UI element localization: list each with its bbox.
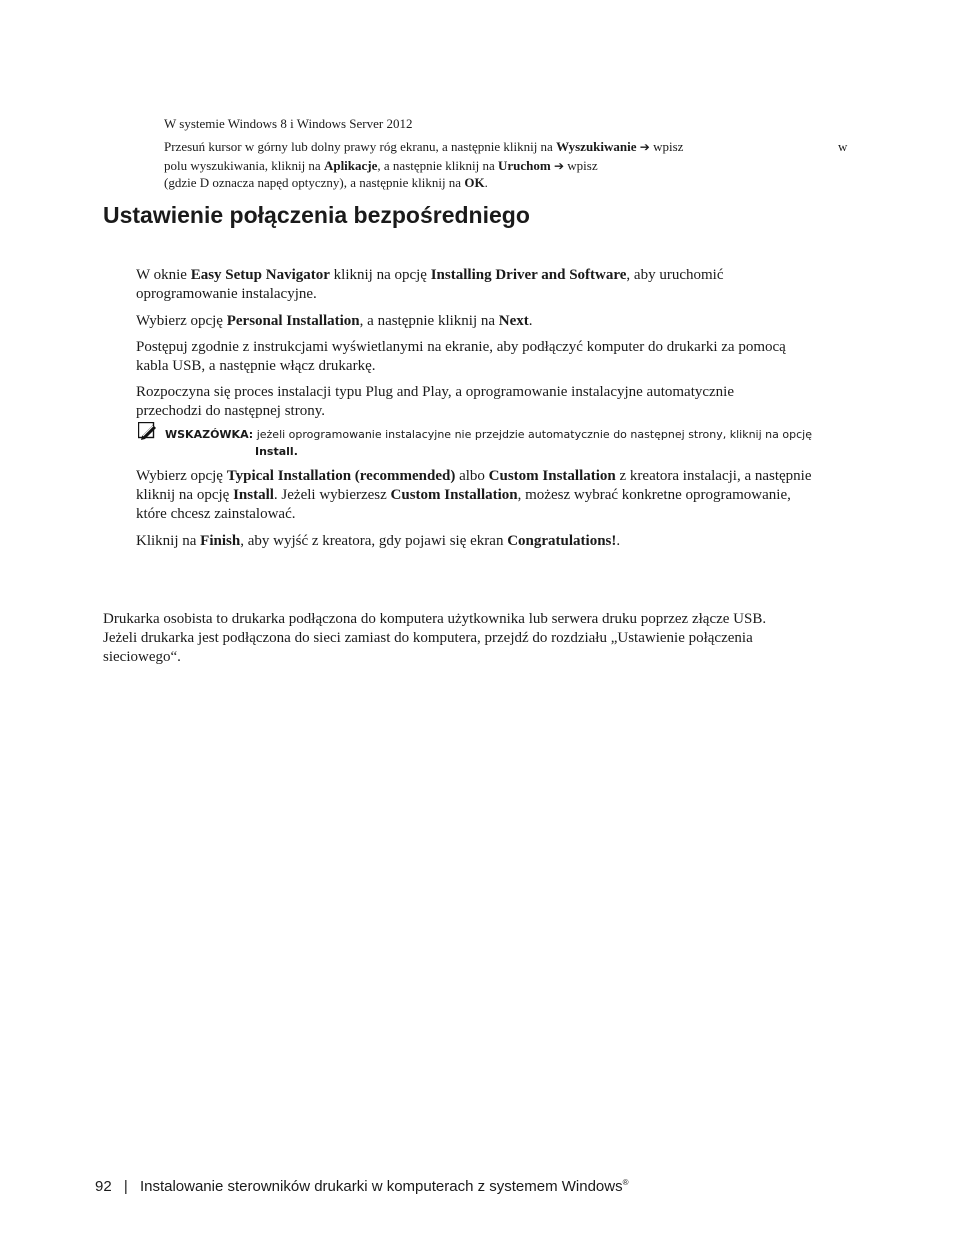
step-4-line1: Rozpoczyna się proces instalacji typu Plug and Play, a oprogramowanie instalacyjne automatycznie: [136, 384, 735, 400]
text: .: [484, 175, 488, 190]
w-letter: w: [838, 139, 848, 154]
text: albo: [455, 468, 489, 484]
bold-text: Congratulations!: [507, 533, 617, 549]
arrow-right-icon: ➔: [553, 159, 565, 173]
text: , a następnie kliknij na: [359, 313, 499, 329]
text: , możesz wybrać konkretne oprogramowanie,: [517, 487, 791, 503]
paragraph-line3: sieciowego“.: [103, 649, 181, 665]
text: (gdzie D oznacza napęd optyczny), a następnie kliknij na: [164, 175, 465, 190]
paragraph-line2: Jeżeli drukarka jest podłączona do sieci zamiast do komputera, przejdź do rozdziału „Ustawienie połączenia: [103, 630, 753, 646]
text: Kliknij na: [136, 533, 201, 549]
note-text: [165, 427, 865, 443]
bold-text: Typical Installation (recommended): [226, 468, 456, 484]
note-install: [255, 444, 298, 460]
step-2: [136, 312, 533, 331]
windows8-instruction-line2: [164, 157, 598, 175]
footer-separator: |: [123, 1178, 128, 1195]
page-footer: [95, 1178, 629, 1195]
text: Wybierz opcję: [136, 313, 227, 329]
note-pencil-icon: [138, 422, 158, 440]
text: kliknij na opcję: [329, 267, 431, 283]
step-5-line3: które chcesz zainstalować.: [136, 506, 296, 522]
text: . Jeżeli wybierzesz: [273, 487, 391, 503]
note-label: WSKAZÓWKA:: [165, 428, 254, 441]
step-1: [136, 266, 866, 304]
bold-text: Personal Installation: [226, 313, 360, 329]
text: wpisz: [567, 158, 598, 173]
windows8-instruction-line3: [164, 174, 488, 192]
bold-text: Next: [498, 313, 529, 329]
bold-text: Install.: [255, 445, 298, 458]
bold-text: Custom Installation: [390, 487, 518, 503]
windows8-instruction-line1: [164, 138, 864, 156]
bold-aplikacje: Aplikacje: [323, 158, 378, 173]
text: .: [528, 313, 533, 329]
bold-ok: OK: [464, 175, 485, 190]
intro-paragraph: [103, 610, 863, 667]
text: Wybierz opcję: [136, 468, 227, 484]
text: z kreatora instalacji, a następnie: [615, 468, 812, 484]
bold-text: Custom Installation: [488, 468, 616, 484]
text: , a następnie kliknij na: [377, 158, 498, 173]
bold-text: Installing Driver and Software: [430, 267, 627, 283]
text: polu wyszukiwania, kliknij na: [164, 158, 324, 173]
text: , aby wyjść z kreatora, gdy pojawi się ekran: [240, 533, 508, 549]
step-5: [136, 467, 871, 524]
step-1-line2: oprogramowanie instalacyjne.: [136, 286, 317, 302]
step-5-line1: [136, 467, 871, 486]
step-3: [136, 338, 866, 376]
step-3-line2: kabla USB, a następnie włącz drukarkę.: [136, 358, 376, 374]
step-1-line1: [136, 266, 866, 285]
arrow-right-icon: ➔: [639, 140, 650, 154]
text: jeżeli oprogramowanie instalacyjne nie przejdzie automatycznie do następnej strony, kliknij na opcję: [253, 428, 812, 441]
bold-wyszukiwanie: Wyszukiwanie: [556, 139, 637, 154]
step-3-line1: Postępuj zgodnie z instrukcjami wyświetlanymi na ekranie, aby podłączyć komputer do drukarki za pomocą: [136, 339, 786, 355]
footer-title: Instalowanie sterowników drukarki w komputerach z systemem Windows: [139, 1178, 623, 1195]
text: , aby uruchomić: [626, 267, 724, 283]
step-5-line2: [136, 486, 871, 505]
text: wpisz: [653, 139, 684, 154]
bold-text: Install: [233, 487, 274, 503]
text: Przesuń kursor w górny lub dolny prawy róg ekranu, a następnie kliknij na: [164, 139, 557, 154]
text: kliknij na opcję: [136, 487, 234, 503]
text: W oknie: [136, 267, 191, 283]
step-6: [136, 532, 620, 551]
text: .: [616, 533, 621, 549]
step-4: [136, 383, 866, 421]
bold-uruchom: Uruchom: [498, 158, 551, 173]
step-4-line2: przechodzi do następnej strony.: [136, 403, 325, 419]
paragraph-line1: Drukarka osobista to drukarka podłączona do komputera użytkownika lub serwera druku poprzez złącze USB.: [103, 611, 767, 627]
windows8-heading: W systemie Windows 8 i Windows Server 2012: [164, 116, 413, 131]
registered-mark: ®: [622, 1178, 629, 1187]
bold-text: Finish: [200, 533, 241, 549]
section-heading: Ustawienie połączenia bezpośredniego: [103, 202, 530, 228]
bold-text: Easy Setup Navigator: [190, 267, 330, 283]
page-number: 92: [95, 1178, 112, 1195]
